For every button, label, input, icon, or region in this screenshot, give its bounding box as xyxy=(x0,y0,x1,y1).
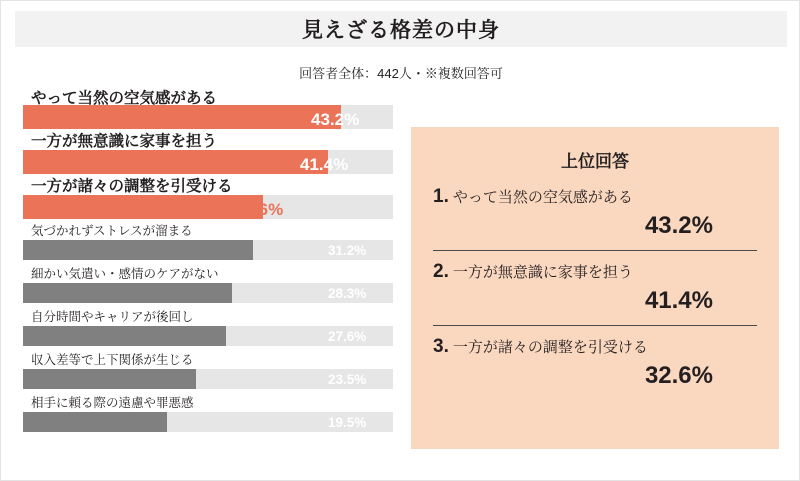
rank-percent: 43.2% xyxy=(644,212,713,239)
rank-number: 2. xyxy=(433,261,449,282)
rank-percent: 32.6% xyxy=(644,362,713,389)
bar-value-label: 43.2% xyxy=(311,110,360,129)
bar-fill xyxy=(23,150,328,174)
chart-subtitle: 回答者全体：442人・※複数回答可 xyxy=(299,66,503,81)
bar-fill xyxy=(23,240,253,260)
bar-category-label: 細かい気遣い・感情のケアがない xyxy=(31,267,219,281)
rank-number: 1. xyxy=(433,186,449,207)
title-band xyxy=(15,11,787,47)
rank-item xyxy=(433,261,757,323)
bar-category-label: 自分時間やキャリアが後回し xyxy=(31,310,194,324)
page-title: 見えざる格差の中身 xyxy=(302,19,500,42)
bar-category-label: やって当然の空気感がある xyxy=(31,90,218,107)
bar-category-label: 収入差等で上下関係が生じる xyxy=(31,353,194,367)
chart-bar-row xyxy=(23,222,393,262)
rank-label: 一方が無意識に家事を担う xyxy=(452,264,633,281)
top-answers-panel xyxy=(411,127,779,449)
chart-bar-row xyxy=(23,132,393,174)
bar-value-label: 31.2% xyxy=(328,243,367,258)
bar-value-label: 23.5% xyxy=(328,372,367,387)
rank-item xyxy=(433,186,757,248)
panel-title: 上位回答 xyxy=(561,152,629,171)
rank-label: 一方が諸々の調整を引受ける xyxy=(452,339,648,356)
bar-fill xyxy=(23,105,341,129)
chart-bar-row xyxy=(23,89,393,129)
rank-percent: 41.4% xyxy=(644,287,713,314)
bar-fill xyxy=(23,283,232,303)
chart-bar-row xyxy=(23,308,393,348)
bar-category-label: 気づかれずストレスが溜まる xyxy=(31,224,193,238)
bar-fill xyxy=(23,326,226,346)
bar-value-label: 19.5% xyxy=(328,415,367,430)
rank-number: 3. xyxy=(433,336,449,357)
bar-fill xyxy=(23,195,263,219)
bar-chart xyxy=(23,89,393,449)
divider xyxy=(433,250,757,251)
bar-category-label: 一方が諸々の調整を引受ける xyxy=(31,178,233,195)
bar-value-label: 32.6% xyxy=(235,200,284,219)
chart-bar-row xyxy=(23,177,393,219)
chart-bar-row xyxy=(23,265,393,305)
rank-item xyxy=(433,336,757,398)
bar-fill xyxy=(23,369,196,389)
chart-bar-row xyxy=(23,394,393,434)
divider xyxy=(433,325,757,326)
bar-category-label: 相手に頼る際の遠慮や罪悪感 xyxy=(31,396,194,410)
bar-value-label: 28.3% xyxy=(328,286,367,301)
rank-label: やって当然の空気感がある xyxy=(452,189,633,206)
bar-fill xyxy=(23,412,167,432)
bar-value-label: 41.4% xyxy=(300,155,349,174)
bar-category-label: 一方が無意識に家事を担う xyxy=(31,133,218,150)
bar-value-label: 27.6% xyxy=(328,329,367,344)
chart-bar-row xyxy=(23,351,393,391)
